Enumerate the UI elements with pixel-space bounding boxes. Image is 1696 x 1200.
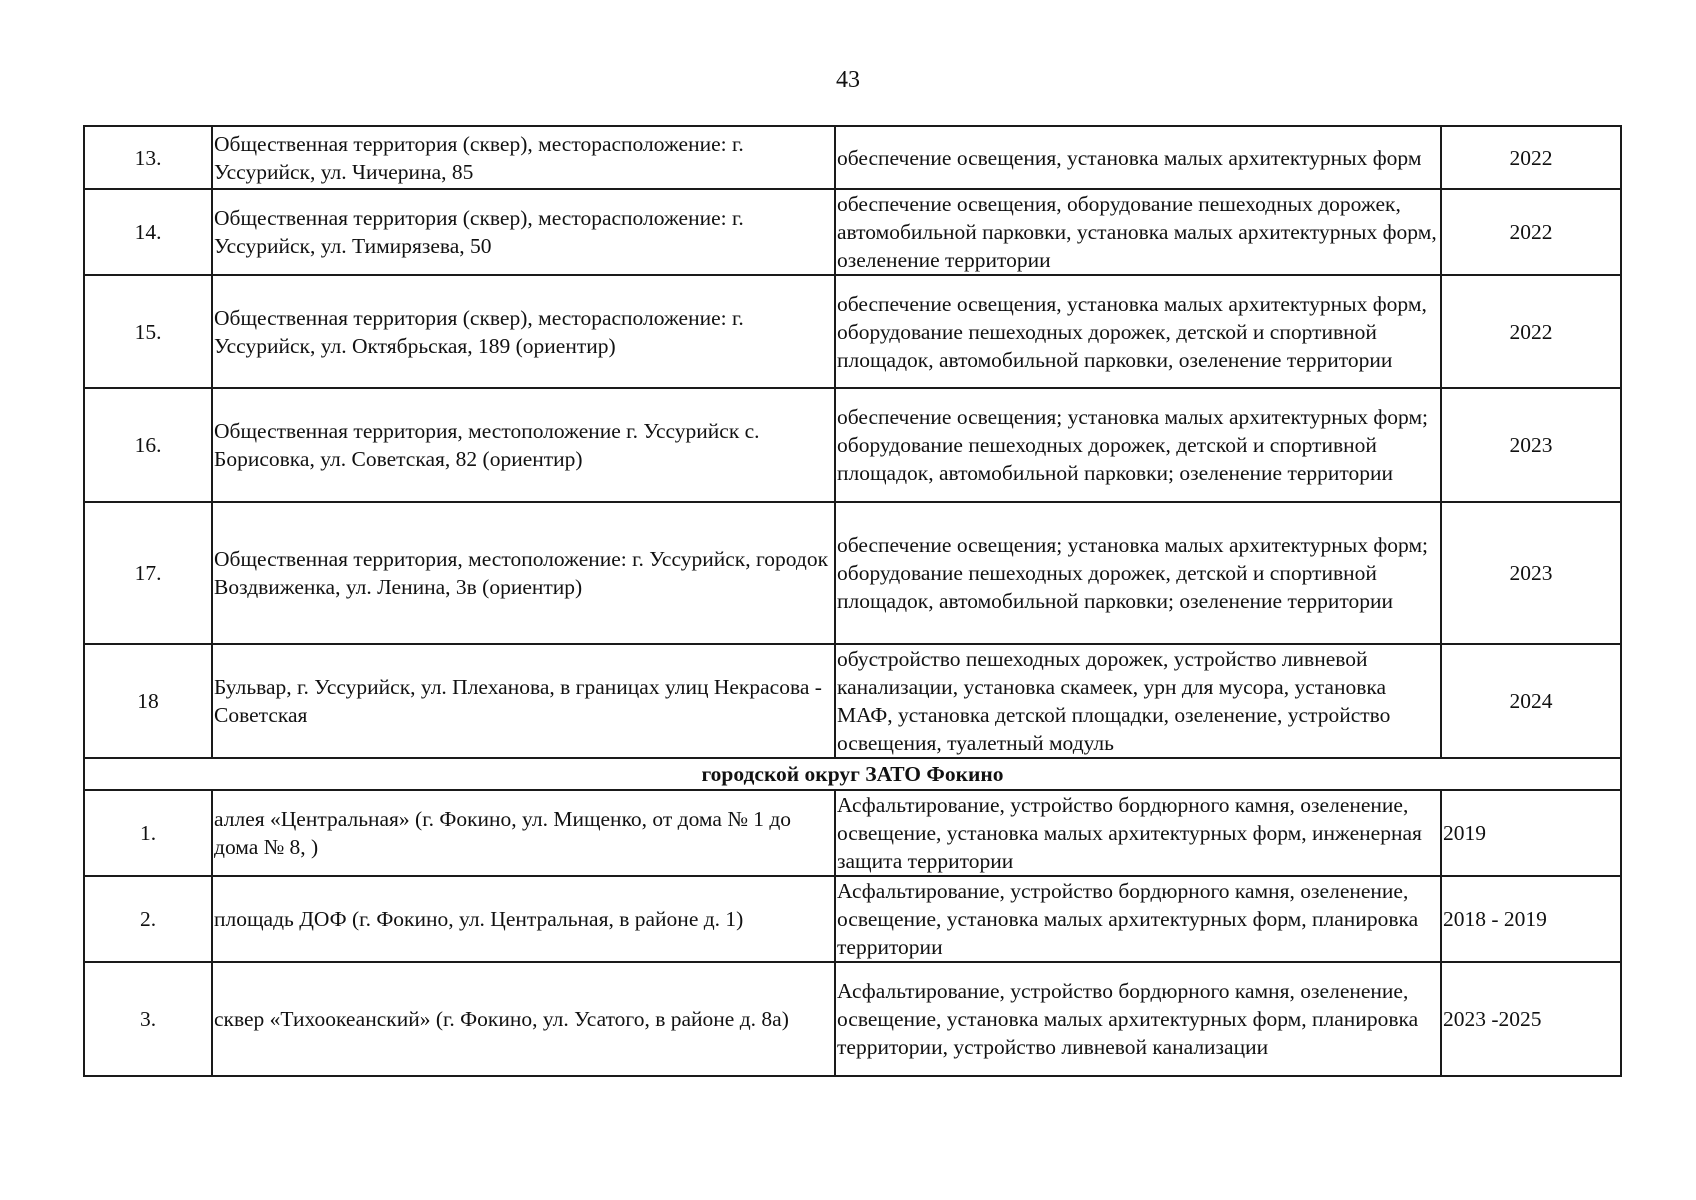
implementation-year: 2024: [1441, 644, 1621, 758]
row-number: 18: [84, 644, 212, 758]
row-number: 14.: [84, 189, 212, 275]
implementation-year: 2022: [1441, 275, 1621, 388]
planned-works-line: обеспечение освещения; установка малых архитектурных форм;: [837, 533, 1429, 557]
planned-works: обеспечение освещения, установка малых архитектурных форм: [835, 126, 1441, 189]
table-row: [84, 502, 1621, 644]
territory-location: Общественная территория (сквер), месторасположение: г. Уссурийск, ул. Чичерина, 85: [212, 126, 835, 189]
table-row: [84, 189, 1621, 275]
row-number: 15.: [84, 275, 212, 388]
improvement-table: [83, 125, 1622, 1077]
territory-location: сквер «Тихоокеанский» (г. Фокино, ул. Усатого, в районе д. 8а): [212, 962, 835, 1076]
row-number: 17.: [84, 502, 212, 644]
page-number: 43: [836, 67, 860, 93]
implementation-year: 2019: [1441, 790, 1621, 876]
table-row: [84, 275, 1621, 388]
territory-location: площадь ДОФ (г. Фокино, ул. Центральная, в районе д. 1): [212, 876, 835, 962]
table-row: [84, 790, 1621, 876]
table-row: [84, 876, 1621, 962]
planned-works: обустройство пешеходных дорожек, устройство ливневой канализации, установка скамеек, урн для мусора, установка МАФ, установка детской площадки, озеленение, устройство освещения, туалетный модуль: [835, 644, 1441, 758]
row-number: 3.: [84, 962, 212, 1076]
row-number: 13.: [84, 126, 212, 189]
planned-works: Асфальтирование, устройство бордюрного камня, озеленение, освещение, установка малых архитектурных форм, инженерная защита территории: [835, 790, 1441, 876]
table-row: [84, 126, 1621, 189]
table-row: [84, 644, 1621, 758]
row-number: 16.: [84, 388, 212, 502]
implementation-year: 2023: [1441, 388, 1621, 502]
implementation-year: 2023 -2025: [1441, 962, 1621, 1076]
row-number: 2.: [84, 876, 212, 962]
planned-works: обеспечение освещения, установка малых архитектурных форм, оборудование пешеходных дорожек, детской и спортивной площадок, автомобильной парковки, озеленение территории: [835, 275, 1441, 388]
implementation-year: 2022: [1441, 189, 1621, 275]
section-heading: городской округ ЗАТО Фокино: [84, 758, 1621, 790]
territory-location: Общественная территория (сквер), месторасположение: г. Уссурийск, ул. Октябрьская, 189 (ориентир): [212, 275, 835, 388]
territory-location: аллея «Центральная» (г. Фокино, ул. Мищенко, от дома № 1 до дома № 8, ): [212, 790, 835, 876]
row-number: 1.: [84, 790, 212, 876]
territory-location: Общественная территория, местоположение: г. Уссурийск, городок Воздвиженка, ул. Ленина, 3в (ориентир): [212, 502, 835, 644]
implementation-year: 2023: [1441, 502, 1621, 644]
implementation-year: 2018 - 2019: [1441, 876, 1621, 962]
planned-works: Асфальтирование, устройство бордюрного камня, озеленение, освещение, установка малых архитектурных форм, планировка территории: [835, 876, 1441, 962]
planned-works: обеспечение освещения, оборудование пешеходных дорожек, автомобильной парковки, установка малых архитектурных форм, озеленение территории: [835, 189, 1441, 275]
territory-location: Бульвар, г. Уссурийск, ул. Плеханова, в границах улиц Некрасова - Советская: [212, 644, 835, 758]
planned-works: Асфальтирование, устройство бордюрного камня, озеленение, освещение, установка малых архитектурных форм, планировка территории, устройство ливневой канализации: [835, 962, 1441, 1076]
planned-works-line: оборудование пешеходных дорожек, детской и спортивной площадок, автомобильной парковки; озеленение территории: [837, 561, 1394, 613]
implementation-year: 2022: [1441, 126, 1621, 189]
territory-location: Общественная территория (сквер), месторасположение: г. Уссурийск, ул. Тимирязева, 50: [212, 189, 835, 275]
section-row: [84, 758, 1621, 790]
table-row: [84, 962, 1621, 1076]
territory-location: Общественная территория, местоположение г. Уссурийск с. Борисовка, ул. Советская, 82 (ориентир): [212, 388, 835, 502]
planned-works: [835, 502, 1441, 644]
planned-works: обеспечение освещения; установка малых архитектурных форм; оборудование пешеходных дорожек, детской и спортивной площадок, автомобильной парковки; озеленение территории: [835, 388, 1441, 502]
table-row: [84, 388, 1621, 502]
